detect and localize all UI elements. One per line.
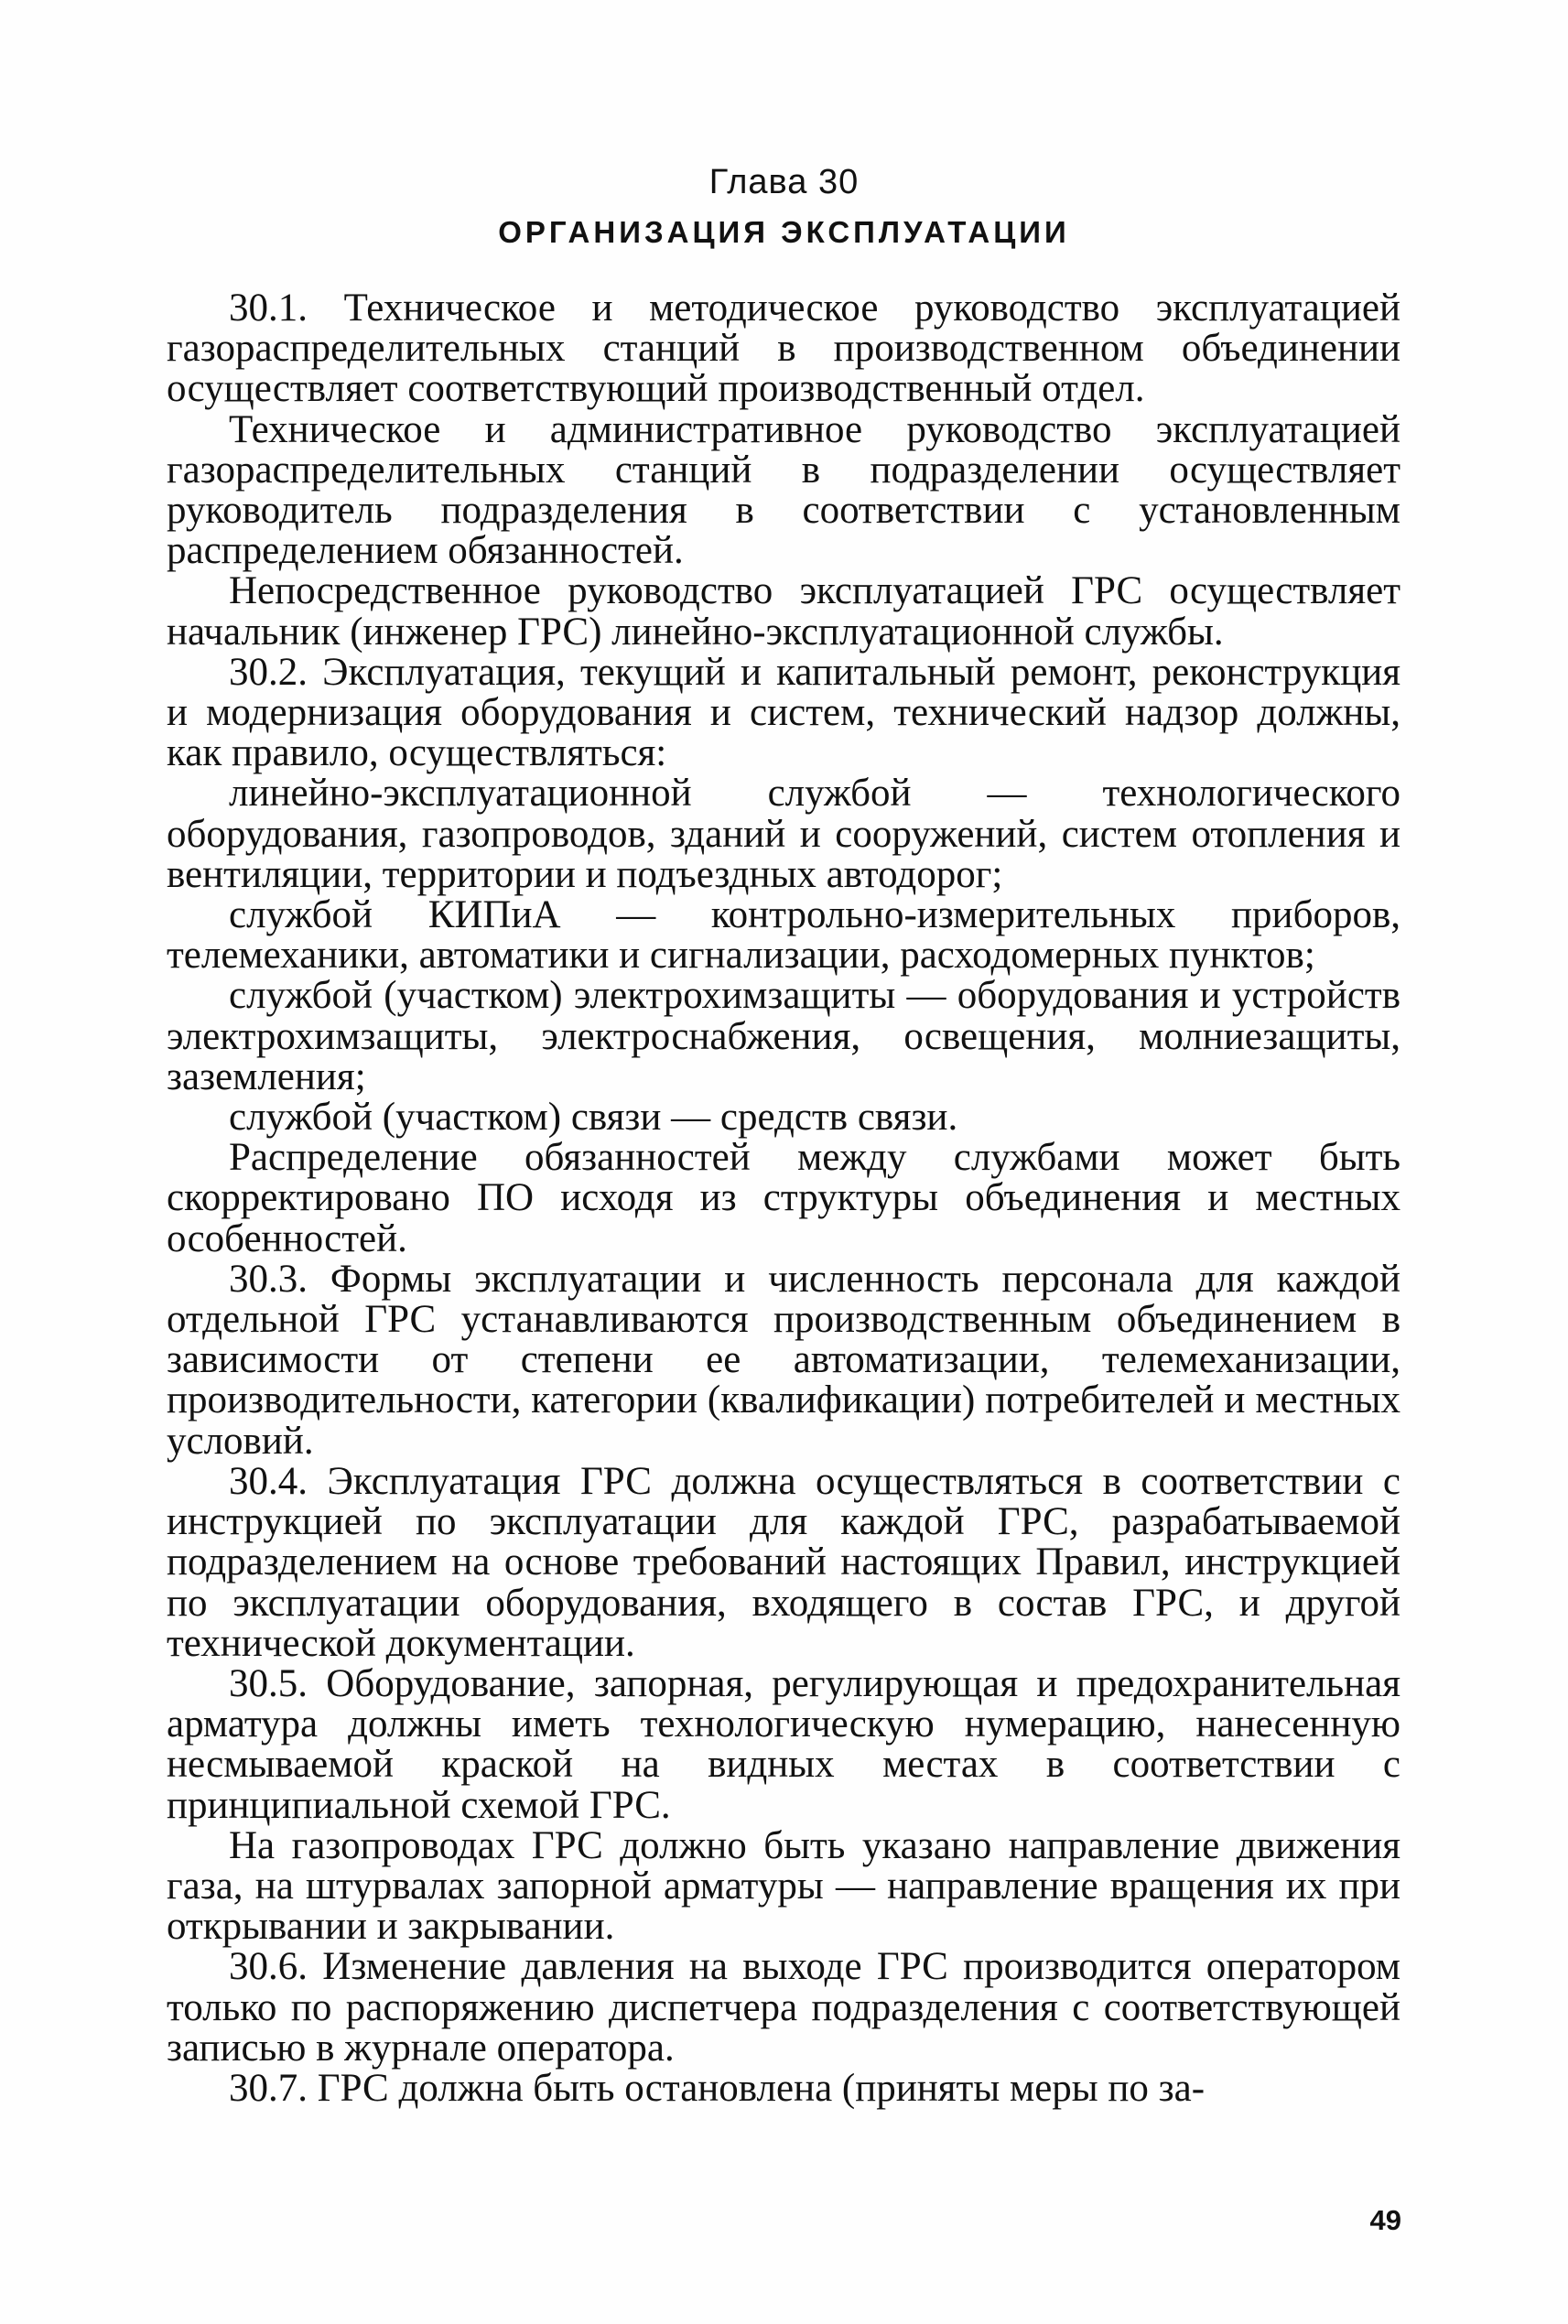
list-item: службой (участком) электрохимзащиты — оборудования и устройств электрохимзащиты, электроснабжения, освещения, молниезащиты, заземления; xyxy=(167,974,1400,1098)
body-text xyxy=(167,288,1400,2109)
page-number: 49 xyxy=(1369,2204,1401,2236)
paragraph-30-7: 30.7. ГРС должна быть остановлена (приняты меры по за- xyxy=(229,2066,1206,2110)
chapter-title: ОРГАНИЗАЦИЯ ЭКСПЛУАТАЦИИ xyxy=(498,215,1070,249)
chapter-label: Глава 30 xyxy=(708,163,860,201)
paragraph-30-4: 30.4. Эксплуатация ГРС должна осуществляться в соответствии с инструкцией по эксплуатации для каждой ГРС, разрабатываемой подразделением на основе требований настоящих Правил, инструкцией по эксплуатации оборудования, входящего в состав ГРС, и другой технической документации. xyxy=(167,1459,1400,1665)
list-item: службой КИПиА — контрольно-измерительных приборов, телемеханики, автоматики и сигнализации, расходомерных пунктов; xyxy=(167,893,1400,978)
paragraph: На газопроводах ГРС должно быть указано направление движения газа, на штурвалах запорной арматуры — направление вращения их при открывании и закрывании. xyxy=(167,1823,1400,1949)
paragraph: Распределение обязанностей между службами может быть скорректировано ПО исходя из структуры объединения и местных особенностей. xyxy=(167,1136,1400,1260)
list-item: линейно-эксплуатационной службой — технологического оборудования, газопроводов, зданий и сооружений, систем отопления и вентиляции, территории и подъездных автодорог; xyxy=(167,772,1400,896)
paragraph-30-6: 30.6. Изменение давления на выходе ГРС производится оператором только по распоряжению диспетчера подразделения с соответствующей записью в журнале оператора. xyxy=(167,1945,1400,2070)
paragraph-30-1: 30.1. Техническое и методическое руководство эксплуатацией газораспределительных станций в производственном объединении осуществляет соответствующий производственный отдел. xyxy=(167,286,1400,411)
paragraph-30-2: 30.2. Эксплуатация, текущий и капитальный ремонт, реконструкция и модернизация оборудования и систем, технический надзор должны, как правило, осуществляться: xyxy=(167,650,1400,775)
paragraph: Техническое и административное руководство эксплуатацией газораспределительных станций в подразделении осуществляет руководитель подразделения в соответствии с установленным распределением обязанностей. xyxy=(167,407,1400,573)
paragraph-30-5: 30.5. Оборудование, запорная, регулирующая и предохранительная арматура должны иметь технологическую нумерацию, нанесенную несмываемой краской на видных местах в соответствии с принципиальной схемой ГРС. xyxy=(167,1661,1400,1827)
paragraph: Непосредственное руководство эксплуатацией ГРС осуществляет начальник (инженер ГРС) линейно-эксплуатационной службы. xyxy=(167,569,1400,654)
list-item: службой (участком) связи — средств связи. xyxy=(229,1096,958,1140)
paragraph-30-3: 30.3. Формы эксплуатации и численность персонала для каждой отдельной ГРС устанавливаются производственным объединением в зависимости от степени ее автоматизации, телемеханизации, производительности, категории (квалификации) потребителей и местных условий. xyxy=(167,1257,1400,1463)
